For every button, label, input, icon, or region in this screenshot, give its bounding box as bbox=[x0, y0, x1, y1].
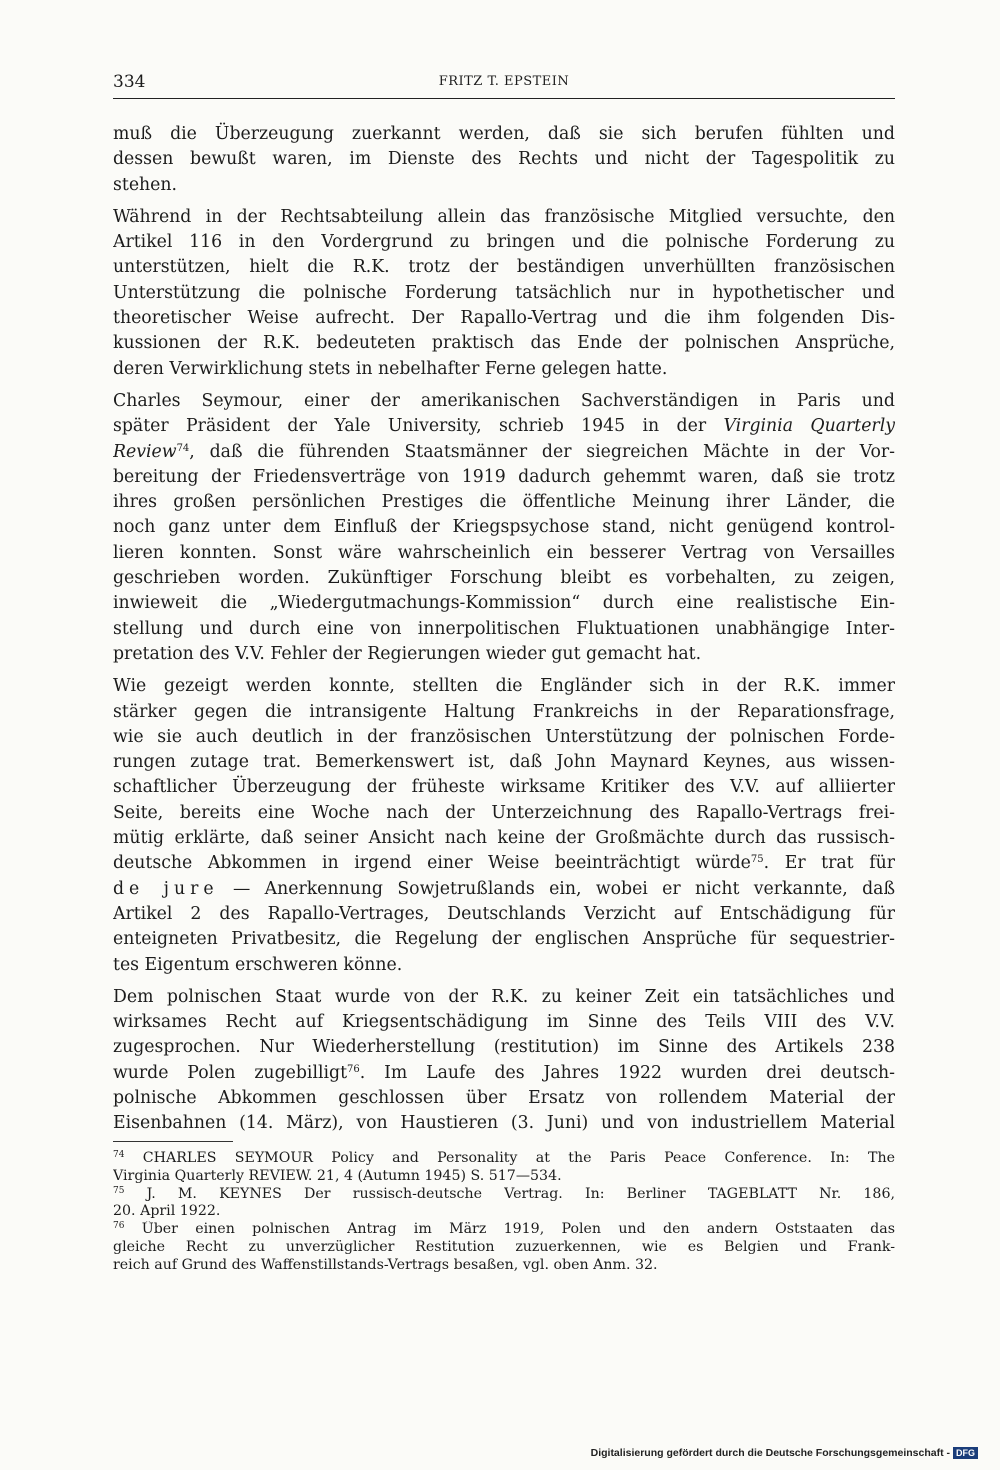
page-header bbox=[113, 72, 895, 96]
text-line: kussionen der R.K. bedeuteten praktisch das Ende der polnischen Ansprüche, bbox=[113, 333, 895, 354]
paragraph-3 bbox=[113, 389, 895, 667]
text-line: ihres großen persönlichen Prestiges die öffentliche Meinung ihrer Länder, die bbox=[113, 492, 895, 513]
text-line: Charles Seymour, einer der amerikanischen Sachverständigen in Paris und bbox=[113, 390, 895, 411]
text-line: muß die Überzeugung zuerkannt werden, daß sie sich berufen fühlten und bbox=[113, 124, 895, 144]
text-segment: . Im Laufe des Jahres 1922 wurden drei deutsch- bbox=[359, 1062, 895, 1083]
text-line bbox=[113, 851, 895, 876]
text-line: tes Eigentum erschweren könne. bbox=[113, 954, 403, 975]
text-line: Unterstützung die polnische Forderung tatsächlich nur in hypothetischer und bbox=[113, 282, 895, 303]
running-head: FRITZ T. EPSTEIN bbox=[438, 74, 570, 89]
text-line: stärker gegen die intransigente Haltung Frankreichs in der Reparationsfrage, bbox=[113, 701, 895, 722]
footnote-number: 74 bbox=[113, 1150, 125, 1160]
text-segment: deutsche Abkommen in irgend einer Weise beeinträchtigt würde bbox=[113, 853, 751, 874]
text-segment: wurde Polen zugebilligt bbox=[113, 1062, 348, 1083]
paragraph-2 bbox=[113, 205, 895, 382]
footnote-line: gleiche Recht zu unverzüglicher Restitution zuzuerkennen, wie es Belgien und Frank- bbox=[113, 1238, 895, 1255]
footnote-rule bbox=[113, 1141, 233, 1142]
text-line: wie sie auch deutlich in der französischen Unterstützung der polnischen Forde- bbox=[113, 726, 895, 747]
text-line: Artikel 2 des Rapallo-Vertrages, Deutschlands Verzicht auf Entschädigung für bbox=[113, 903, 895, 924]
text-line: bereitung der Friedensverträge von 1919 dadurch gehemmt waren, daß sie trotz bbox=[113, 466, 895, 487]
text-line: Artikel 116 in den Vordergrund zu bringen und die polnische Forderung zu bbox=[113, 232, 895, 253]
text-line bbox=[113, 414, 895, 439]
text-line: unterstützen, hielt die R.K. trotz der beständigen unverhüllten französischen bbox=[113, 257, 895, 278]
text-line bbox=[113, 1061, 895, 1086]
text-line: Eisenbahnen (14. März), von Haustieren (3. Juni) und von industriellem Material bbox=[113, 1113, 895, 1134]
footnote-line bbox=[113, 1186, 895, 1204]
text-line: lieren konnten. Sonst wäre wahrscheinlich ein besserer Vertrag von Versailles bbox=[113, 542, 895, 563]
text-line: inwieweit die „Wiedergutmachungs-Kommission“ durch eine realistische Ein- bbox=[113, 593, 895, 614]
text-line: zugesprochen. Nur Wiederherstellung (restitution) im Sinne des Artikels 238 bbox=[113, 1037, 895, 1058]
text-line: polnische Abkommen geschlossen über Ersatz von rollendem Material der bbox=[113, 1087, 895, 1108]
journal-title: Review bbox=[113, 441, 177, 462]
text-line bbox=[113, 877, 895, 902]
body-text bbox=[113, 122, 895, 1144]
text-line: schaftlicher Überzeugung der früheste wirksame Kritiker des V.V. auf alliierter bbox=[113, 777, 895, 798]
footnote-line: 20. April 1922. bbox=[113, 1203, 221, 1220]
text-line: theoretischer Weise aufrecht. Der Rapallo-Vertrag und die ihm folgenden Dis- bbox=[113, 308, 895, 329]
text-line: Während in der Rechtsabteilung allein das französische Mitglied versuchte, den bbox=[113, 206, 895, 227]
footnote-ref-75[interactable]: 75 bbox=[750, 854, 764, 866]
text-line bbox=[113, 440, 895, 465]
footnote-ref-74[interactable]: 74 bbox=[176, 442, 190, 454]
footnote-line: reich auf Grund des Waffenstillstands-Vertrags besaßen, vgl. oben Anm. 32. bbox=[113, 1256, 658, 1273]
footnote-line bbox=[113, 1150, 895, 1168]
text-segment: . Er trat für bbox=[763, 853, 895, 874]
text-line: pretation des V.V. Fehler der Regierungen wieder gut gemacht hat. bbox=[113, 643, 702, 664]
footnote-line bbox=[113, 1221, 895, 1239]
text-line: dessen bewußt waren, im Dienste des Rechts und nicht der Tagespolitik zu bbox=[113, 149, 895, 170]
text-line: stehen. bbox=[113, 174, 178, 195]
text-line: mütig erklärte, daß seiner Ansicht nach keine der Großmächte durch das russisch- bbox=[113, 828, 895, 849]
digitization-credit bbox=[591, 1447, 978, 1459]
footnote-74 bbox=[113, 1150, 895, 1186]
footnote-number: 76 bbox=[113, 1221, 125, 1232]
text-line: rungen zutage trat. Bemerkenswert ist, daß John Maynard Keynes, aus wissen- bbox=[113, 752, 895, 773]
text-line: Seite, bereits eine Woche nach der Unterzeichnung des Rapallo-Vertrags frei- bbox=[113, 802, 895, 823]
text-segment: — Anerkennung Sowjetrußlands ein, wobei er nicht verkannte, daß bbox=[218, 878, 895, 899]
text-segment: Über einen polnischen Antrag im März 1919, Polen und den andern Oststaaten das bbox=[124, 1221, 895, 1238]
paragraph-1 bbox=[113, 122, 895, 198]
text-segment: J. M. KEYNES Der russisch-deutsche Vertrag. In: Berliner TAGEBLATT Nr. 186, bbox=[124, 1185, 895, 1202]
header-rule bbox=[113, 98, 895, 99]
footnote-76 bbox=[113, 1221, 895, 1274]
credit-text: Digitalisierung gefördert durch die Deutsche Forschungsgemeinschaft - bbox=[590, 1447, 950, 1459]
footnote-ref-76[interactable]: 76 bbox=[347, 1063, 360, 1075]
text-segment: später Präsident der Yale University, schrieb 1945 in der bbox=[113, 416, 724, 437]
text-line: noch ganz unter dem Einfluß der Kriegspsychose stand, nicht genügend kontrol- bbox=[113, 517, 895, 538]
spaced-text: de jure bbox=[113, 878, 219, 899]
text-line: wirksames Recht auf Kriegsentschädigung im Sinne des Teils VIII des V.V. bbox=[113, 1012, 895, 1033]
text-line: deren Verwirklichung stets in nebelhafter Ferne gelegen hatte. bbox=[113, 358, 668, 379]
footnote-75 bbox=[113, 1186, 895, 1222]
text-line: geschrieben worden. Zukünftiger Forschung bleibt es vorbehalten, zu zeigen, bbox=[113, 568, 895, 589]
paragraph-5 bbox=[113, 985, 895, 1137]
text-segment: , daß die führenden Staatsmänner der siegreichen Mächte in der Vor- bbox=[189, 441, 895, 462]
text-segment: CHARLES SEYMOUR Policy and Personality at the Paris Peace Conference. In: The bbox=[124, 1150, 895, 1166]
footnotes bbox=[113, 1150, 895, 1275]
paragraph-4 bbox=[113, 674, 895, 978]
journal-title: Virginia Quarterly bbox=[723, 416, 895, 437]
text-line: stellung und durch eine von innerpolitischen Fluktuationen unabhängige Inter- bbox=[113, 618, 895, 639]
text-line: Dem polnischen Staat wurde von der R.K. zu keiner Zeit ein tatsächliches und bbox=[113, 986, 895, 1007]
page-number: 334 bbox=[113, 72, 146, 92]
footnote-number: 75 bbox=[113, 1185, 125, 1196]
dfg-logo: DFG bbox=[953, 1447, 978, 1459]
text-line: Wie gezeigt werden konnte, stellten die Engländer sich in der R.K. immer bbox=[113, 676, 895, 697]
footnote-line: Virginia Quarterly REVIEW. 21, 4 (Autumn 1945) S. 517—534. bbox=[113, 1167, 562, 1184]
text-line: enteigneten Privatbesitz, die Regelung der englischen Ansprüche für sequestrier- bbox=[113, 929, 895, 950]
